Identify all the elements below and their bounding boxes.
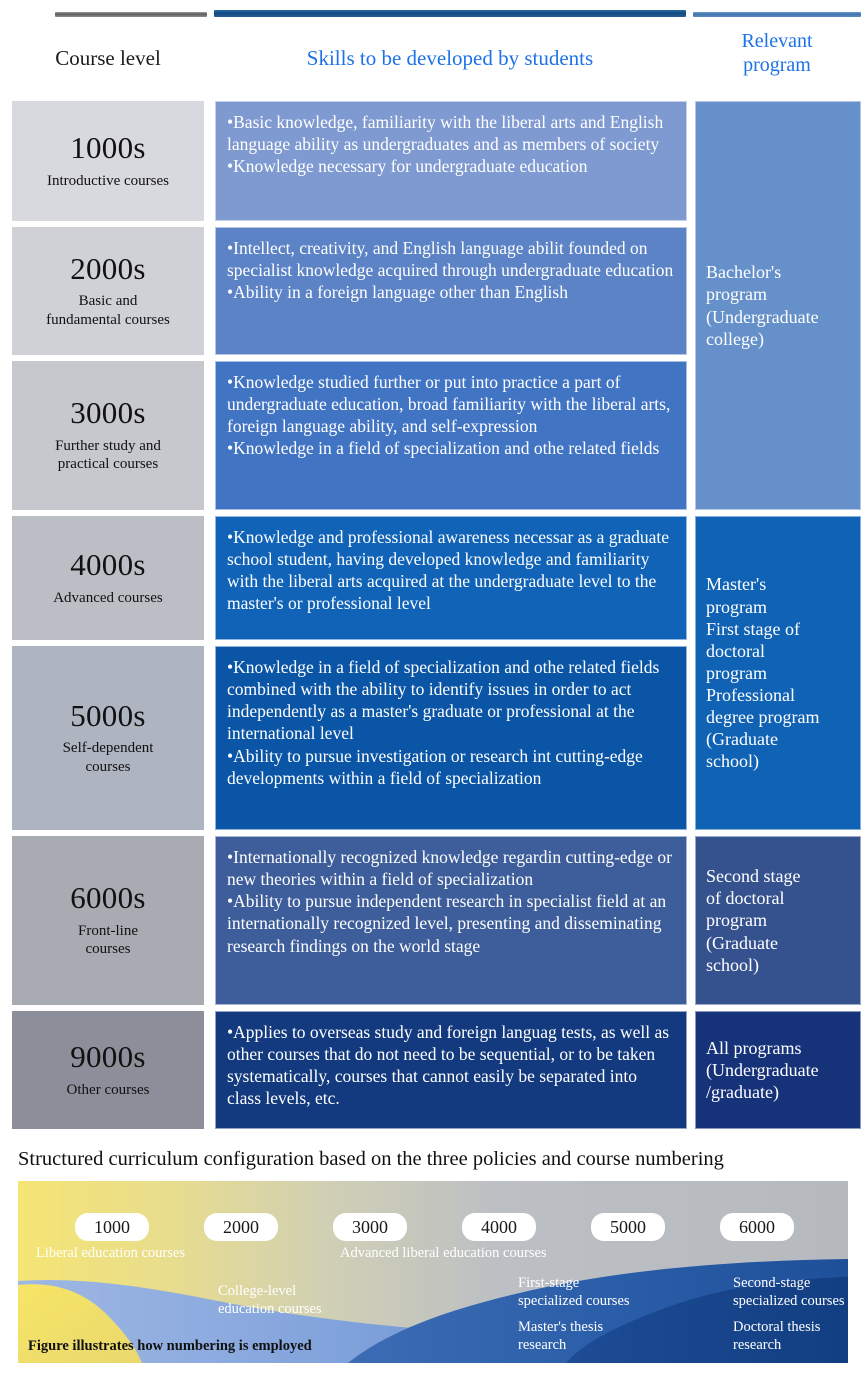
skill-bullet: •Knowledge and professional awareness necessar as a graduate school student, having developed knowledge and familiarity with the liberal arts acquired at the undergraduate level to the master's or professional level <box>227 527 669 614</box>
skills-cell <box>215 227 687 355</box>
course-level-number: 6000s <box>70 880 146 916</box>
course-level-subtitle: Advanced courses <box>53 589 163 606</box>
course-level-subtitle: Introductive courses <box>46 172 170 189</box>
relevant-program-text: Bachelor's program (Undergraduate college) <box>706 262 819 349</box>
diagram-label: Master's thesis research <box>518 1319 604 1353</box>
diagram-label: First-stage specialized courses <box>518 1275 630 1309</box>
relevant-program-text: All programs (Undergraduate /graduate) <box>706 1037 819 1103</box>
bottom-section-title: Structured curriculum configuration based on the three policies and course numbering <box>18 1148 724 1170</box>
skills-cell <box>215 516 687 640</box>
column-header-course-level: Course level <box>55 46 161 70</box>
skills-cell <box>215 1011 687 1129</box>
course-level-cell <box>12 227 204 355</box>
relevant-program-cell <box>695 101 861 510</box>
skill-bullet: •Knowledge necessary for undergraduate education <box>227 156 588 177</box>
numbering-diagram <box>18 1181 848 1363</box>
diagram-label: College-level education courses <box>218 1283 322 1317</box>
skill-bullet: •Knowledge in a field of specialization and othe related fields <box>227 438 660 459</box>
relevant-program-text: Second stage of doctoral program (Graduate school) <box>706 866 801 975</box>
diagram-label: Second-stage specialized courses <box>733 1275 845 1309</box>
relevant-program-cell <box>695 1011 861 1129</box>
diagram-label: Advanced liberal education courses <box>340 1245 547 1261</box>
course-level-subtitle: Self-dependent courses <box>62 740 154 775</box>
numbering-pill: 5000 <box>591 1213 665 1241</box>
column-header-relevant-program: Relevant program <box>741 30 813 76</box>
skill-bullet: •Knowledge in a field of specialization and othe related fields combined with the ability to identify issues in order to act independently as a master's graduate or professional at the international level <box>227 657 660 744</box>
course-level-subtitle: Basic and fundamental courses <box>46 293 170 328</box>
course-level-cell <box>12 361 204 510</box>
course-level-cell <box>12 516 204 640</box>
course-level-subtitle: Other courses <box>66 1081 150 1098</box>
diagram-label: Doctoral thesis research <box>733 1319 821 1353</box>
skills-cell <box>215 836 687 1005</box>
skills-cell <box>215 101 687 221</box>
course-level-subtitle: Front-line courses <box>78 922 138 958</box>
course-level-cell <box>12 836 204 1005</box>
numbering-pill: 6000 <box>720 1213 794 1241</box>
skill-bullet: •Internationally recognized knowledge regardin cutting-edge or new theories within a field of specialization <box>227 847 672 890</box>
relevant-program-cell <box>695 516 861 830</box>
course-level-number: 3000s <box>70 395 146 431</box>
skill-bullet: •Intellect, creativity, and English language abilit founded on specialist knowledge acquired through undergraduate education <box>227 238 674 281</box>
header-rule-skills <box>214 10 686 17</box>
numbering-pill: 4000 <box>462 1213 536 1241</box>
course-level-cell <box>12 646 204 830</box>
relevant-program-cell <box>695 836 861 1005</box>
course-level-cell <box>12 101 204 221</box>
course-level-subtitle: Further study and practical courses <box>55 437 161 473</box>
skills-cell <box>215 646 687 830</box>
course-level-number: 9000s <box>70 1039 146 1075</box>
skill-bullet: •Ability to pursue investigation or research int cutting-edge developments within a field of specialization <box>227 745 643 788</box>
column-header-skills: Skills to be developed by students <box>306 46 594 70</box>
diagram-label: Liberal education courses <box>36 1245 185 1261</box>
skill-bullet: •Knowledge studied further or put into practice a part of undergraduate education, broad familiarity with the liberal arts, foreign language ability, and self-expression <box>227 372 671 437</box>
diagram-footnote: Figure illustrates how numbering is employed <box>28 1338 312 1354</box>
course-level-table <box>0 101 866 1135</box>
header-rule-relevant-program <box>693 12 861 17</box>
skills-cell <box>215 361 687 510</box>
course-level-cell <box>12 1011 204 1129</box>
skill-bullet: •Ability to pursue independent research in specialist field at an internationally recognized level, presenting and disseminating research findings on the world stage <box>227 891 667 956</box>
numbering-pill: 2000 <box>204 1213 278 1241</box>
relevant-program-text: Master's program First stage of doctoral program Professional degree program (Graduate school) <box>706 574 820 772</box>
course-level-number: 1000s <box>70 130 146 166</box>
course-level-number: 2000s <box>70 250 146 286</box>
header-rule-course-level <box>55 12 207 17</box>
numbering-pill: 1000 <box>75 1213 149 1241</box>
course-level-number: 5000s <box>70 697 146 733</box>
numbering-pill: 3000 <box>333 1213 407 1241</box>
skill-bullet: •Applies to overseas study and foreign languag tests, as well as other courses that do not need to be sequential, or to be taken systematically, courses that cannot easily be separated into class levels, etc. <box>227 1022 670 1109</box>
skill-bullet: •Basic knowledge, familiarity with the liberal arts and English language ability as undergraduates and as members of society <box>227 112 664 155</box>
skill-bullet: •Ability in a foreign language other than English <box>227 282 568 303</box>
course-level-number: 4000s <box>70 547 146 583</box>
